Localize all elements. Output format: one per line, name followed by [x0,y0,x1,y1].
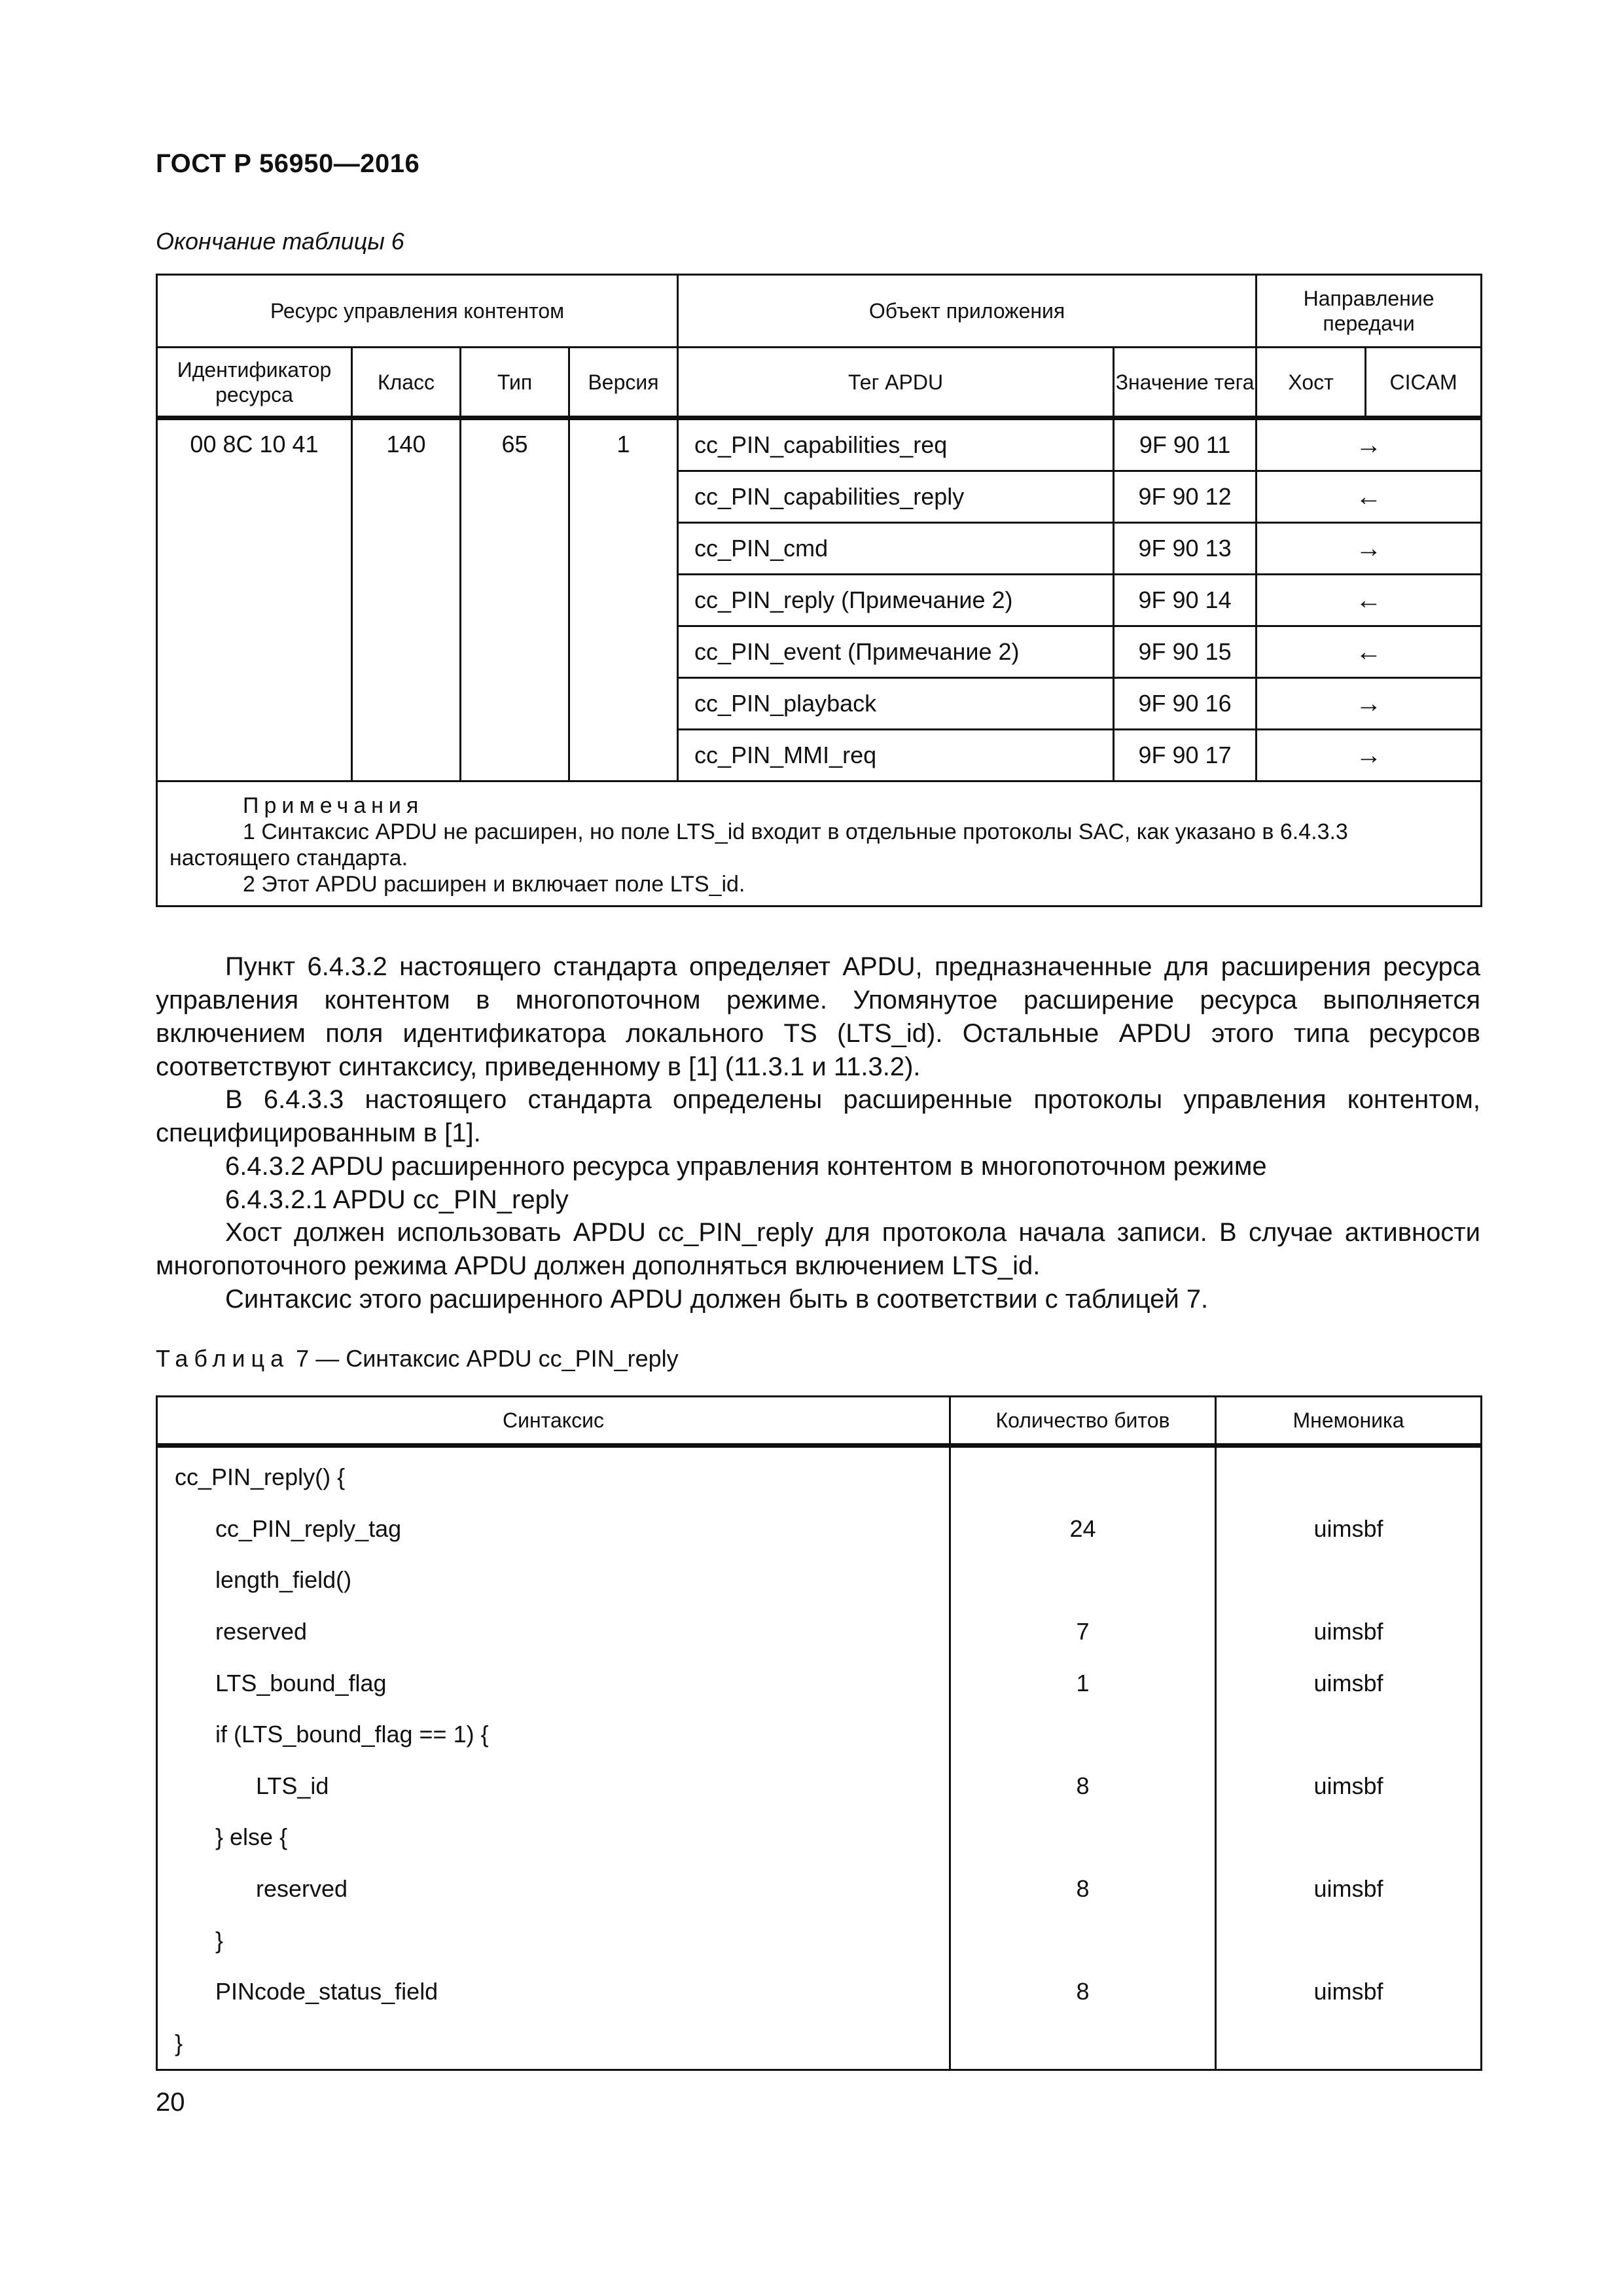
apdu-tag-cell: cc_PIN_reply (Примечание 2) [678,575,1114,626]
direction-arrow-icon: ← [1257,626,1482,678]
mnemonic-cell: uimsbf [1216,1863,1482,1915]
tag-value-cell: 9F 90 13 [1114,523,1257,575]
bits-cell: 24 [950,1503,1216,1555]
table7-caption-text: 7 — Синтаксис APDU cc_PIN_reply [296,1345,679,1372]
syntax-cell: cc_PIN_reply_tag [157,1503,950,1555]
syntax-cell: } else { [157,1812,950,1863]
direction-arrow-icon: ← [1257,471,1482,523]
table-row [157,1863,1482,1915]
col-header-bits: Количество битов [950,1397,1216,1446]
col-header-tag-value: Значение тега [1114,348,1257,418]
apdu-tag-cell: cc_PIN_capabilities_reply [678,471,1114,523]
tag-value-cell: 9F 90 17 [1114,730,1257,781]
paragraph-2: В 6.4.3.3 настоящего стандарта определены расширенные протоколы управления контентом, специфицированным в [1]. [156,1085,1480,1147]
mnemonic-cell [1216,1914,1482,1966]
col-header-cicam: CICAM [1366,348,1482,418]
mnemonic-cell: uimsbf [1216,1606,1482,1658]
resource-type-cell: 65 [461,418,569,781]
syntax-cell: LTS_id [157,1761,950,1812]
paragraph-3: 6.4.3.2 APDU расширенного ресурса управления контентом в многопоточном режиме [225,1152,1267,1181]
syntax-cell: PINcode_status_field [157,1966,950,2018]
notes-title: Примечания [243,793,424,818]
direction-arrow-icon: ← [1257,575,1482,626]
tag-value-cell: 9F 90 11 [1114,418,1257,471]
mnemonic-cell: uimsbf [1216,1966,1482,2018]
table7-caption-label: Таблица [156,1345,290,1372]
bits-cell [950,1554,1216,1606]
col-header-apdu-tag: Тег APDU [678,348,1114,418]
table-row [157,1446,1482,1503]
syntax-cell: if (LTS_bound_flag == 1) { [157,1709,950,1761]
mnemonic-cell [1216,1446,1482,1503]
mnemonic-cell [1216,1812,1482,1863]
apdu-tag-cell: cc_PIN_event (Примечание 2) [678,626,1114,678]
table-row [157,1503,1482,1555]
col-header-version: Версия [569,348,678,418]
bits-cell: 7 [950,1606,1216,1658]
tag-value-cell: 9F 90 14 [1114,575,1257,626]
direction-arrow-icon: → [1257,730,1482,781]
group-header-resource: Ресурс управления контентом [157,275,678,348]
direction-arrow-icon: → [1257,418,1482,471]
col-header-host: Хост [1257,348,1366,418]
table-row [157,1966,1482,2018]
syntax-cell: } [157,1914,950,1966]
table-6 [156,274,1482,907]
tag-value-cell: 9F 90 16 [1114,678,1257,730]
col-header-class: Класс [352,348,461,418]
col-header-syntax: Синтаксис [157,1397,950,1446]
syntax-cell: cc_PIN_reply() { [157,1446,950,1503]
table-row [157,418,1482,471]
bits-cell [950,1446,1216,1503]
bits-cell: 8 [950,1761,1216,1812]
tag-value-cell: 9F 90 15 [1114,626,1257,678]
bits-cell [950,1709,1216,1761]
syntax-cell: reserved [157,1606,950,1658]
apdu-tag-cell: cc_PIN_MMI_req [678,730,1114,781]
direction-arrow-icon: → [1257,523,1482,575]
col-header-resource-id: Идентификатор ресурса [157,348,352,418]
bits-cell [950,1914,1216,1966]
document-header: ГОСТ Р 56950—2016 [156,149,420,178]
table7-caption [156,1345,679,1372]
mnemonic-cell: uimsbf [1216,1657,1482,1709]
mnemonic-cell [1216,1709,1482,1761]
table-row [157,1657,1482,1709]
syntax-cell: reserved [157,1863,950,1915]
paragraph-5: Хост должен использовать APDU cc_PIN_reply для протокола начала записи. В случае активности многопоточного режима APDU должен дополняться включением LTS_id. [156,1218,1480,1280]
note-1: 1 Синтаксис APDU не расширен, но поле LTS_id входит в отдельные протоколы SAC, как указано в 6.4.3.3 настоящего стандарта. [169,819,1348,870]
table-row [157,1812,1482,1863]
note-2: 2 Этот APDU расширен и включает поле LTS_id. [243,872,745,897]
bits-cell: 1 [950,1657,1216,1709]
table6-continuation-label: Окончание таблицы 6 [156,228,404,255]
col-header-mnemonic: Мнемоника [1216,1397,1482,1446]
table-row [157,1709,1482,1761]
table6-notes [157,781,1482,906]
group-header-direction: Направление передачи [1257,275,1482,348]
table-row [157,1914,1482,1966]
paragraph-4: 6.4.3.2.1 APDU cc_PIN_reply [225,1185,569,1214]
mnemonic-cell: uimsbf [1216,1761,1482,1812]
mnemonic-cell: uimsbf [1216,1503,1482,1555]
tag-value-cell: 9F 90 12 [1114,471,1257,523]
bits-cell [950,1812,1216,1863]
bits-cell: 8 [950,1863,1216,1915]
paragraph-1: Пункт 6.4.3.2 настоящего стандарта определяет APDU, предназначенные для расширения ресурса управления контентом в многопоточном режиме. Упомянутое расширение ресурса выполняется включением поля идентификатора локального TS (LTS_id). Остальные APDU этого типа ресурсов соответствуют синтаксису, приведенному в [1] (11.3.1 и 11.3.2). [156,952,1480,1081]
resource-class-cell: 140 [352,418,461,781]
resource-version-cell: 1 [569,418,678,781]
mnemonic-cell [1216,1554,1482,1606]
bits-cell [950,2018,1216,2070]
apdu-tag-cell: cc_PIN_playback [678,678,1114,730]
paragraph-6: Синтаксис этого расширенного APDU должен быть в соответствии с таблицей 7. [225,1285,1209,1314]
resource-id-cell: 00 8C 10 41 [157,418,352,781]
bits-cell: 8 [950,1966,1216,2018]
table-row [157,1606,1482,1658]
col-header-type: Тип [461,348,569,418]
direction-arrow-icon: → [1257,678,1482,730]
apdu-tag-cell: cc_PIN_capabilities_req [678,418,1114,471]
apdu-tag-cell: cc_PIN_cmd [678,523,1114,575]
mnemonic-cell [1216,2018,1482,2070]
table-row [157,1554,1482,1606]
table-7 [156,1395,1482,2071]
syntax-cell: length_field() [157,1554,950,1606]
table-row [157,2018,1482,2070]
page-number: 20 [156,2088,185,2117]
syntax-cell: } [157,2018,950,2070]
group-header-app-object: Объект приложения [678,275,1257,348]
syntax-cell: LTS_bound_flag [157,1657,950,1709]
table-row [157,1761,1482,1812]
